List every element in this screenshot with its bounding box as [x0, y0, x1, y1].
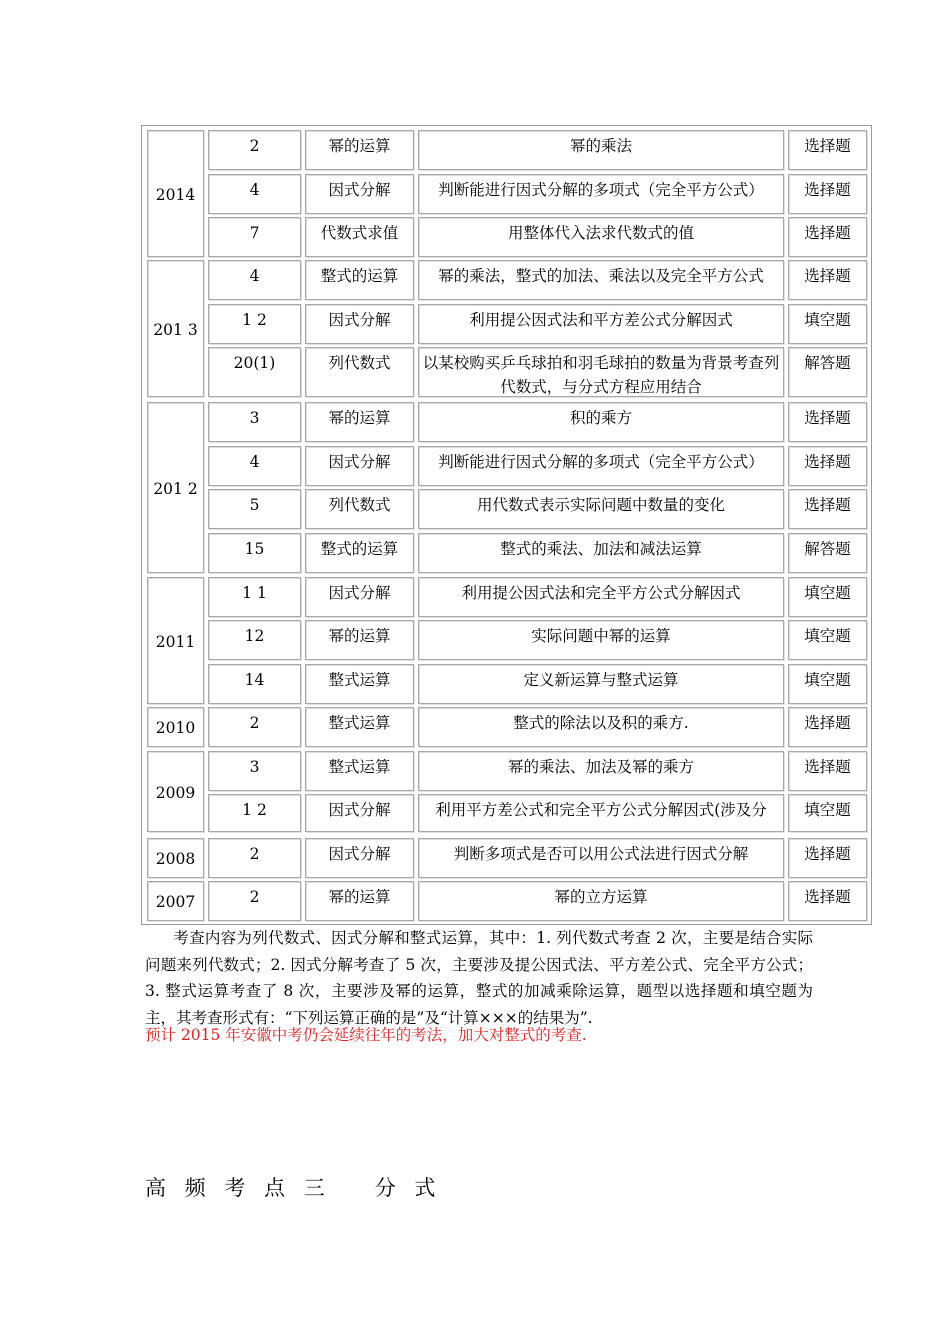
type-cell: 填空题 [788, 794, 867, 832]
year-label: 2011 [155, 632, 196, 651]
year-label: 2007 [155, 893, 196, 911]
type-cell: 选择题 [788, 260, 867, 300]
type-cell: 选择题 [788, 130, 867, 170]
content-cell: 幂的乘法 [418, 130, 784, 170]
no-cell: 2 [208, 707, 301, 747]
no-cell: 3 [208, 751, 301, 791]
content-cell: 利用提公因式法和完全平方公式分解因式 [418, 577, 784, 617]
topic-cell: 幂的运算 [305, 130, 414, 170]
year-label: 201 2 [153, 479, 198, 498]
topic-cell: 因式分解 [305, 838, 414, 878]
type-cell: 填空题 [788, 577, 867, 617]
content-cell: 判断多项式是否可以用公式法进行因式分解 [418, 838, 784, 878]
year-cell [147, 838, 204, 878]
type-cell: 选择题 [788, 174, 867, 214]
year-label: 201 3 [153, 320, 198, 339]
year-cell [147, 707, 204, 747]
section-heading [145, 1172, 441, 1202]
no-cell: 5 [208, 489, 301, 529]
content-cell: 以某校购买乒乓球拍和羽毛球拍的数量为背景考查列代数式，与分式方程应用结合 [418, 347, 784, 397]
topic-cell: 整式的运算 [305, 533, 414, 573]
forecast-text: 预计 2015 年安徽中考仍会延续往年的考法，加大对整式的考查. [145, 1026, 587, 1044]
no-cell: 4 [208, 260, 301, 300]
topic-cell: 整式运算 [305, 707, 414, 747]
content-cell: 整式的乘法、加法和减法运算 [418, 533, 784, 573]
type-cell: 选择题 [788, 217, 867, 257]
type-cell: 选择题 [788, 707, 867, 747]
topic-cell: 代数式求值 [305, 217, 414, 257]
no-cell: 7 [208, 217, 301, 257]
no-cell: 1 2 [208, 794, 301, 832]
content-cell: 判断能进行因式分解的多项式（完全平方公式） [418, 174, 784, 214]
type-cell: 选择题 [788, 402, 867, 442]
content-cell: 用整体代入法求代数式的值 [418, 217, 784, 257]
topic-cell: 因式分解 [305, 304, 414, 344]
topic-cell: 因式分解 [305, 174, 414, 214]
no-cell: 2 [208, 881, 301, 921]
type-cell: 填空题 [788, 304, 867, 344]
content-cell: 幂的乘法，整式的加法、乘法以及完全平方公式 [418, 260, 784, 300]
no-cell: 14 [208, 664, 301, 704]
no-cell: 2 [208, 838, 301, 878]
content-cell: 定义新运算与整式运算 [418, 664, 784, 704]
year-cell [147, 260, 204, 397]
type-cell: 选择题 [788, 489, 867, 529]
summary-paragraph [145, 925, 813, 1031]
topic-cell: 整式运算 [305, 664, 414, 704]
year-label: 2014 [155, 185, 196, 204]
topic-cell: 因式分解 [305, 794, 414, 832]
no-cell: 1 2 [208, 304, 301, 344]
exam-table [141, 125, 872, 925]
year-label: 2009 [155, 783, 196, 802]
year-cell [147, 577, 204, 704]
year-label: 2008 [155, 850, 196, 868]
section-label: 高 频 考 点 三 [145, 1176, 331, 1200]
section-topic: 分 式 [374, 1176, 442, 1200]
topic-cell: 幂的运算 [305, 402, 414, 442]
content-cell: 实际问题中幂的运算 [418, 620, 784, 660]
content-cell: 幂的乘法、加法及幂的乘方 [418, 751, 784, 791]
topic-cell: 列代数式 [305, 347, 414, 397]
year-cell [147, 130, 204, 257]
no-cell: 1 1 [208, 577, 301, 617]
year-label: 2010 [155, 719, 196, 737]
topic-cell: 整式运算 [305, 751, 414, 791]
year-cell [147, 402, 204, 573]
no-cell: 4 [208, 446, 301, 486]
no-cell: 3 [208, 402, 301, 442]
content-cell: 判断能进行因式分解的多项式（完全平方公式） [418, 446, 784, 486]
topic-cell: 整式的运算 [305, 260, 414, 300]
topic-cell: 幂的运算 [305, 881, 414, 921]
summary-text: 考查内容为列代数式、因式分解和整式运算，其中：1. 列代数式考查 2 次，主要是结合实际问题来列代数式；2. 因式分解考查了 5 次，主要涉及提公因式法、平方差公式、完全平方公式；3. 整式运算考查了 8 次，主要涉及幂的运算，整式的加减乘除运算，题型以选择题和填空题为主，其考查形式有：“下列运算正确的是”及“计算×××的结果为”. [145, 929, 813, 1027]
content-cell: 幂的立方运算 [418, 881, 784, 921]
topic-cell: 因式分解 [305, 446, 414, 486]
type-cell: 填空题 [788, 620, 867, 660]
topic-cell: 幂的运算 [305, 620, 414, 660]
content-cell: 利用提公因式法和平方差公式分解因式 [418, 304, 784, 344]
no-cell: 12 [208, 620, 301, 660]
topic-cell: 列代数式 [305, 489, 414, 529]
content-cell: 整式的除法以及积的乘方. [418, 707, 784, 747]
type-cell: 解答题 [788, 347, 867, 397]
no-cell: 4 [208, 174, 301, 214]
no-cell: 2 [208, 130, 301, 170]
type-cell: 选择题 [788, 751, 867, 791]
type-cell: 选择题 [788, 881, 867, 921]
content-cell: 积的乘方 [418, 402, 784, 442]
content-cell: 利用平方差公式和完全平方公式分解因式(涉及分 [418, 794, 784, 832]
year-cell [147, 751, 204, 832]
no-cell: 15 [208, 533, 301, 573]
content-cell: 用代数式表示实际问题中数量的变化 [418, 489, 784, 529]
type-cell: 填空题 [788, 664, 867, 704]
no-cell: 20(1) [208, 347, 301, 397]
topic-cell: 因式分解 [305, 577, 414, 617]
type-cell: 选择题 [788, 838, 867, 878]
type-cell: 选择题 [788, 446, 867, 486]
type-cell: 解答题 [788, 533, 867, 573]
year-cell [147, 881, 204, 921]
